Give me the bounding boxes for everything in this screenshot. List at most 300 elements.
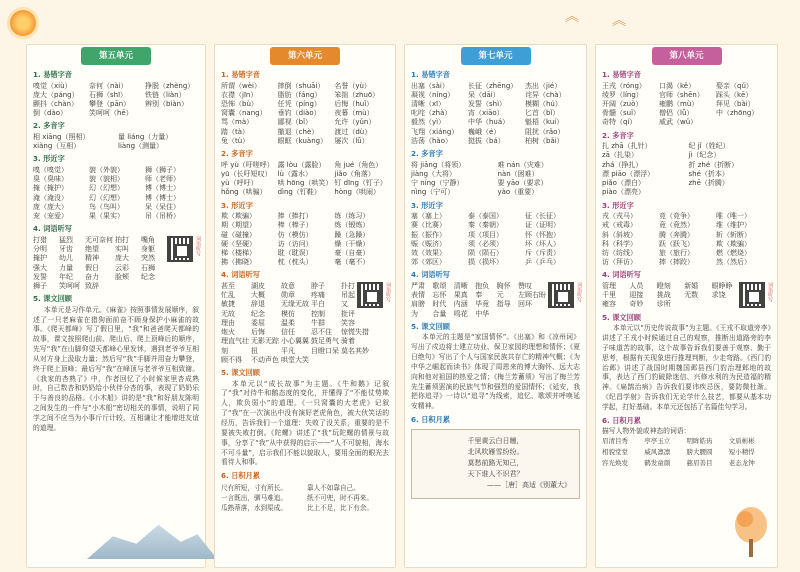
dictation-word: 清晰 <box>453 281 468 290</box>
poem-line: 莫愁前路无知己， <box>467 459 524 468</box>
dictation-word: 突然 <box>141 254 155 263</box>
polyphone-item: 哄 hōng（哄笑） <box>277 179 333 188</box>
polyphone-item: 要 yāo（要求） <box>497 179 548 188</box>
qr-code[interactable] <box>548 282 574 308</box>
dictation-word: 批评 <box>341 309 355 318</box>
polyphone-item: jì（纪念） <box>688 151 721 160</box>
pronunciation-item: 毅然（yì） <box>411 118 446 127</box>
section-title: 6. 日积月累 <box>602 415 641 425</box>
section-title: 5. 课文回顾 <box>602 312 641 322</box>
similar-char-list <box>33 166 199 221</box>
pronunciation-item: 允许（yǔn） <box>334 118 376 127</box>
polyphone-item: zhē（折腾） <box>688 179 729 188</box>
polyphone-item: piào（漂亮） <box>602 188 645 197</box>
dictation-word: 拍打 <box>115 235 129 244</box>
dictation-word: 平凡 <box>281 346 295 355</box>
similar-char-item: 掩（掩护） <box>33 184 68 193</box>
pronunciation-item: 凝视（níng） <box>411 90 455 99</box>
dictation-word: 委屈 <box>251 318 265 327</box>
dictation-word: 眼睁睁 <box>711 281 733 290</box>
dictation-word: 敏捷 <box>221 300 235 309</box>
dictation-word: 幼儿 <box>59 254 73 263</box>
section-title: 2. 多音字 <box>602 130 634 140</box>
dictation-word: 千里 <box>602 291 616 300</box>
dictation-word: 中华 <box>475 309 490 318</box>
similar-char-item: 访（访问） <box>277 239 313 248</box>
dictation-word: 身躯 <box>141 245 155 254</box>
dictation-word: 抱负 <box>475 281 490 290</box>
polyphone-item: 量 liáng（力量） <box>118 132 173 141</box>
dictation-word: 牛群 <box>311 318 325 327</box>
similar-char-item: 幻（幻想） <box>89 193 124 202</box>
dictation-word: 挑战 <box>656 291 671 300</box>
unit-6-panel <box>214 44 396 568</box>
similar-char-item: 征（长征） <box>525 212 560 221</box>
dictation-word: 表情 <box>411 291 425 300</box>
dictation-word: 目瞪口呆 <box>311 346 339 355</box>
section-title: 4. 词语听写 <box>602 270 641 280</box>
polyphone-item: lù（露水） <box>277 169 312 178</box>
pronunciation-item: 威武（wǔ） <box>659 118 698 127</box>
similar-char-item: 燃（燃烧） <box>716 249 751 258</box>
section-title: 4. 词语听写 <box>221 270 260 280</box>
polyphone-item: yào（重要） <box>497 188 539 197</box>
dictation-word: 无影无踪 <box>251 337 279 346</box>
dictation-word: 牙齿 <box>59 245 73 254</box>
polyphone-item: jiàng（大将） <box>411 169 457 178</box>
polyphone-item: 扎 zhā（扎针） <box>602 142 652 151</box>
proverb-item: 纸不可兜，时不再来。 <box>307 493 373 502</box>
polyphone-list <box>602 142 771 197</box>
poem-line: 北风吹雁雪纷纷。 <box>467 447 524 456</box>
poem-line: 天下谁人不识君？ <box>467 470 524 479</box>
dictation-word: 致辞 <box>85 281 99 290</box>
dictation-word: 扭 <box>251 346 258 355</box>
dictation-word: 肩膀 <box>411 300 425 309</box>
dictation-word: 信任 <box>281 328 295 337</box>
similar-char-item: 臭（臭味） <box>33 175 68 184</box>
pronunciation-item: 屡次（lǚ） <box>334 136 369 145</box>
dictation-word: 鼓足勇气 <box>311 337 339 346</box>
dictation-word: 又 <box>341 300 348 309</box>
idiom-item: 眉清目秀 <box>602 437 628 446</box>
pronunciation-list <box>33 82 199 119</box>
proverb-item: 靠人不如靠自己。 <box>307 483 360 492</box>
polyphone-item: liàng（测量） <box>118 142 164 151</box>
similar-char-item: 然（然后） <box>716 258 751 267</box>
dictation-word: 模仿 <box>281 309 295 318</box>
section-title: 4. 词语听写 <box>411 270 450 280</box>
dictation-word: 为 <box>411 309 418 318</box>
dictation-word: 赞叹 <box>517 281 532 290</box>
polyphone-item: yū（长吁短叹） <box>221 169 272 178</box>
dictation-word: 纪念 <box>251 309 265 318</box>
section-title: 5. 课文回顾 <box>221 368 260 378</box>
dictation-word: 果真 <box>453 291 468 300</box>
similar-char-item: 腾（奔腾） <box>659 230 694 239</box>
similar-char-item: 赛（比赛） <box>411 221 446 230</box>
similar-char-item: 坏（坏人） <box>525 239 560 248</box>
dictation-word: 疼痛 <box>311 291 325 300</box>
section-title: 6. 日积月累 <box>411 415 450 425</box>
dictation-word: 奇妙 <box>629 300 644 309</box>
similar-char-item: 硬（坚硬） <box>221 239 256 248</box>
similar-char-item: 秦（秦朝） <box>468 221 503 230</box>
qr-code[interactable] <box>167 236 193 262</box>
dictation-word: 忍不住 <box>311 328 332 337</box>
pronunciation-item: 踩头（kē） <box>716 90 753 99</box>
dictation-word: 瞪刻 <box>656 281 671 290</box>
pronunciation-item: 骂（mà） <box>221 118 254 127</box>
dictation-word: 纪念 <box>141 272 155 281</box>
dictation-word-list <box>411 282 546 319</box>
qr-label: 词语听写 <box>576 281 582 302</box>
unit-8-panel <box>595 44 778 568</box>
similar-char-list <box>602 212 771 267</box>
section-title: 2. 多音字 <box>33 121 65 131</box>
dictation-word-list <box>221 281 369 365</box>
dictation-word: 云彩 <box>115 263 129 272</box>
similar-char-list <box>221 212 389 267</box>
polyphone-item: 纪 jǐ（姓纪） <box>688 142 730 151</box>
pronunciation-item: 匕首（bǐ） <box>525 109 560 118</box>
mountain-illustration <box>87 521 217 559</box>
idiom-item: 亭亭玉立 <box>644 437 671 446</box>
dictation-word: 时代 <box>432 300 447 309</box>
pronunciation-item: 衣襟（jīn） <box>221 90 258 99</box>
dictation-word: 甚至 <box>221 281 235 290</box>
pronunciation-item: 鄙视（bǐ） <box>277 118 313 127</box>
dictation-word: 脸颊 <box>115 272 129 281</box>
dictation-word: 嘴角 <box>141 235 155 244</box>
pronunciation-item: 魁梧（kuí） <box>525 118 564 127</box>
pronunciation-item: 僧侣（lǚ） <box>659 109 694 118</box>
dictation-word: 毕竟 <box>475 300 490 309</box>
section-title: 6. 日积月累 <box>221 471 260 481</box>
bird-icon: ︽ <box>565 9 579 25</box>
idiom-item: 文质彬彬 <box>728 437 755 446</box>
dictation-word: 胸怀 <box>496 281 511 290</box>
pronunciation-item: 颤抖（chàn） <box>33 99 79 108</box>
similar-char-item: 幻（幻想） <box>89 184 124 193</box>
polyphone-item: zā（扎染） <box>602 151 638 160</box>
dictation-word: 刻 <box>221 346 228 355</box>
pronunciation-item: 脂肪（fáng） <box>277 90 322 99</box>
idiom-item: 慈眉善目 <box>686 459 713 468</box>
pronunciation-item: 王戎（róng） <box>602 81 646 90</box>
section-title: 1. 易错字音 <box>33 70 72 79</box>
pronunciation-item: 宵（xiāo） <box>468 109 504 118</box>
pronunciation-item: 奈何（nài） <box>89 81 128 90</box>
section-title: 2. 多音字 <box>411 149 443 159</box>
proverb-item: 一言既出，驷马难追。 <box>221 493 287 502</box>
dictation-word: 控制 <box>311 309 325 318</box>
idiom-item: 老态龙钟 <box>728 459 755 468</box>
dictation-word: 诊所 <box>656 300 671 309</box>
similar-char-item: 欺（欺骗） <box>221 212 256 221</box>
daily-accumulation-list <box>221 483 389 514</box>
similar-char-item: 躁（急躁） <box>334 230 370 239</box>
dictation-word: 勋章 <box>281 291 295 300</box>
idiom-item: 短小精悍 <box>728 448 755 457</box>
similar-char-item: 碰（碰撞） <box>221 230 256 239</box>
dictation-word: 湖皮 <box>251 281 265 290</box>
similar-char-item: 貌（貌相） <box>89 175 124 184</box>
dictation-word: 指导 <box>496 300 511 309</box>
dictation-word: 元 <box>496 291 504 300</box>
dictation-word: 回环 <box>517 300 532 309</box>
similar-char-item: 宠（宠爱） <box>33 212 68 221</box>
unit-5-panel <box>26 44 206 568</box>
dictation-word: 温柔 <box>281 318 295 327</box>
unit-banner: 第五单元 <box>81 47 151 65</box>
lesson-review-text: 本单元的主题是“家国情怀”。《出塞》和《凉州词》写出了戍边将士建立功业、保卫家园的理想和情怀；《夏日绝句》写出了个人与国家民族共存亡的精神气概；《为中华之崛起而读书》体现了周恩来的博大胸怀、远大志向和他对祖国的热爱之情；《梅兰芳蓄须》写出了梅兰芳先生蓄须罢演的民族气节和强烈的爱国情怀；《延安，我把你追寻》一诗以“追寻”为线索，追忆、歌颂并呼唤延安精神。 <box>411 333 580 411</box>
dictation-word: 分明 <box>33 245 47 254</box>
pronunciation-list <box>221 82 389 147</box>
bird-icon: ︽ <box>612 13 626 29</box>
dictation-word: 惊慌失措 <box>341 328 369 337</box>
polyphone-item: 钉 dīng（钉子） <box>334 179 387 188</box>
similar-char-item: 毫（毫不） <box>334 258 370 267</box>
similar-char-item: 塞（塞上） <box>411 212 446 221</box>
dictation-word: 打猎 <box>33 235 47 244</box>
pronunciation-item: 娶亲（qǔ） <box>716 81 753 90</box>
polyphone-item: 呼 yù（吁嗟呼） <box>221 160 274 169</box>
similar-char-item: 博（博士） <box>145 193 180 202</box>
pronunciation-item: 绫罗（líng） <box>602 90 643 99</box>
section-title: 1. 易错字音 <box>602 70 641 79</box>
pronunciation-item: 倒（dào） <box>33 109 68 118</box>
dictation-word: 合量 <box>432 309 447 318</box>
dictation-word: 雍容 <box>602 300 616 309</box>
similar-char-item: 呆（呆住） <box>145 202 180 211</box>
qr-label: 词语听写 <box>767 281 773 302</box>
dictation-word: 人员 <box>629 281 644 290</box>
pronunciation-item: 垂钓（diào） <box>277 109 321 118</box>
pronunciation-item: 挺拔（bá） <box>468 136 505 145</box>
dictation-word: 石狮 <box>141 263 155 272</box>
polyphone-item: 折 zhé（折断） <box>688 160 739 169</box>
pronunciation-list <box>411 82 580 147</box>
dictation-word: 笑容 <box>341 318 355 327</box>
pronunciation-item: 中（zhōng） <box>716 109 759 118</box>
dictation-word: 辞退 <box>251 300 265 309</box>
pronunciation-item: 飞翔（xiáng） <box>411 127 459 136</box>
pronunciation-item: 清晰（xī） <box>411 99 446 108</box>
dictation-word: 后悔 <box>251 328 265 337</box>
section-title: 5. 课文回顾 <box>411 321 450 331</box>
similar-char-item: 戒（戒毒） <box>602 221 637 230</box>
idiom-item: 膀大腰圆 <box>686 448 713 457</box>
similar-char-item: 怀（怀抱） <box>525 230 560 239</box>
similar-char-item: 棒（棒子） <box>277 221 313 230</box>
pronunciation-item: 中华（huá） <box>468 118 510 127</box>
unit-banner: 第六单元 <box>270 47 340 65</box>
similar-char-item: 斜（斜坡） <box>602 230 637 239</box>
dictation-word: 奋力 <box>85 272 99 281</box>
section-title: 3. 形近字 <box>411 200 443 210</box>
similar-char-item: 项（项目） <box>468 230 503 239</box>
dictation-word: 内涵 <box>453 300 468 309</box>
similar-char-item: 维（维护） <box>716 221 751 230</box>
proverb-item: 尺有所短，寸有所长。 <box>221 483 287 492</box>
similar-char-item: 乒（乒乓） <box>525 258 560 267</box>
similar-char-item: 梯（楼梯） <box>221 249 256 258</box>
polyphone-item: 将 jiāng（将领） <box>411 160 466 169</box>
similar-char-item: 陨（陨石） <box>468 249 503 258</box>
similar-char-item: 科（科学） <box>602 239 637 248</box>
polyphone-item: shé（折本） <box>688 169 729 178</box>
polyphone-item: hǒng（哄骗） <box>221 188 267 197</box>
pronunciation-item: 挣脱（zhèng） <box>145 81 195 90</box>
section-title: 3. 形近字 <box>221 200 253 210</box>
similar-char-item: 证（证明） <box>525 221 560 230</box>
dictation-word: 猛烈 <box>59 235 73 244</box>
daily-accumulation-list <box>602 436 771 469</box>
similar-char-item: 竟（竟然） <box>659 221 694 230</box>
similar-char-item: 豪（自豪） <box>334 249 370 258</box>
dictation-word: 顾不得 <box>221 355 242 364</box>
polyphone-list <box>221 161 389 198</box>
similar-char-item: 损（损坏） <box>468 258 503 267</box>
qr-code[interactable] <box>739 282 765 308</box>
dictation-word: 奉 <box>475 291 483 300</box>
dictation-word: 理由 <box>221 318 235 327</box>
pronunciation-item: 拜见（bài） <box>716 99 755 108</box>
dictation-word: 小心翼翼 <box>281 337 309 346</box>
polyphone-item: dìng（钉鞋） <box>277 188 321 197</box>
dictation-word: 严肃 <box>411 281 425 290</box>
similar-char-item: 仿（模仿） <box>277 230 313 239</box>
dictation-word: 莫名其妙 <box>341 346 369 355</box>
pronunciation-item: 踏（tà） <box>221 127 250 136</box>
pronunciation-item: 攀登（pān） <box>89 99 131 108</box>
similar-char-item: 泰（泰国） <box>468 212 503 221</box>
polyphone-item: yù（呼吁） <box>221 179 258 188</box>
section-title: 1. 易错字音 <box>221 70 260 79</box>
section-title: 3. 形近字 <box>602 200 634 210</box>
idiom-item: 相貌堂堂 <box>602 448 628 457</box>
similar-char-item: 师（老师） <box>145 175 180 184</box>
dictation-word: 忙乱 <box>221 291 235 300</box>
dictation-word: 理直气壮 <box>221 337 249 346</box>
pronunciation-item: 石狮（shī） <box>89 90 128 99</box>
dictation-word: 假日 <box>85 263 99 272</box>
polyphone-item: zhá（挣扎） <box>602 160 643 169</box>
similar-char-item: 戎（戎马） <box>602 212 637 221</box>
poem-source: ——［唐］高适《别董大》 <box>487 481 571 490</box>
polyphone-item: 漂 piāo（漂浮） <box>602 169 655 178</box>
similar-char-item: 练（练习） <box>334 212 370 221</box>
similar-char-item: 貌（外貌） <box>89 165 124 174</box>
section-title: 3. 形近字 <box>33 154 65 164</box>
qr-label: 词语听写 <box>385 281 391 302</box>
dictation-word: 求饶 <box>711 291 726 300</box>
idiom-item: 鹤发童颜 <box>644 459 671 468</box>
pronunciation-item: 呆（dāi） <box>468 90 500 99</box>
poem-box <box>411 429 580 499</box>
dictation-word: 大概 <box>251 291 265 300</box>
polyphone-list <box>33 133 199 151</box>
pronunciation-item: 浩荡（hào） <box>411 136 453 145</box>
similar-char-item: 燥（干燥） <box>334 239 370 248</box>
dictation-word: 迎接 <box>629 291 644 300</box>
pronunciation-item: 开阔（zuò） <box>602 99 643 108</box>
lesson-review-text: 本单元是习作单元。《麻雀》按照事情发展顺序，叙述了一只老麻雀在猎狗面前奋不顾身保护小麻雀的故事。《爬天都峰》写了假日里，“我”和爸爸爬天都峰的故事，课文按照爬山前、爬山后、爬上顶峰后的顺序，先写“我”在山脚仰望天都峰心里发怵，遇到老爷爷互相从对方身上汲取力量；然后写“我”手脚并用奋力攀登，终于爬上顶峰；最后写“我”在峰顶与老爷爷互相致谢。《我家的杏熟了》中，作者回忆了小时候家里杏成熟时，自己数杏和奶奶给小伙伴分杏的事，表现了奶奶乐于与善良的品格。《小木船》讲的是“我”和好朋友陈明之间发生的一件与“小木船”密切相关的事情，说明了同学之间不应当为小事斤斤计较，互相谦让才能增进友谊的道理。 <box>33 305 199 432</box>
dictation-word: 歌颂 <box>432 281 447 290</box>
pronunciation-item: 恐怖（bù） <box>221 99 258 108</box>
similar-char-item: 效（效果） <box>411 249 446 258</box>
pronunciation-item: 窝囊（nang） <box>221 109 267 118</box>
similar-char-item: 捧（捧打） <box>277 212 313 221</box>
similar-char-item: 斩（斩断） <box>716 230 751 239</box>
polyphone-item: piǎo（漂白） <box>602 179 645 188</box>
pronunciation-item: 巍峨（é） <box>468 127 501 136</box>
dictation-word: 发誓 <box>33 272 47 281</box>
similar-char-item: 摔（摔跤） <box>659 258 694 267</box>
pronunciation-item: 笑呵呵（hē） <box>89 109 133 118</box>
dictation-word: 实叫 <box>115 245 129 254</box>
dictation-word-list <box>602 282 737 310</box>
pronunciation-item: 出塞（sài） <box>411 81 449 90</box>
polyphone-item: 相 xiāng（照相） <box>33 132 90 141</box>
dictation-word: 炮火 <box>221 328 235 337</box>
dictation-word: 笑呵呵 <box>59 281 80 290</box>
pronunciation-item: 骨髓（suǐ） <box>602 109 641 118</box>
dictation-word: 左顾右盼 <box>517 291 546 300</box>
dictation-word: 狮子 <box>33 281 47 290</box>
pronunciation-item: 后悔（huǐ） <box>334 99 374 108</box>
pronunciation-item: 兔（tù） <box>221 136 250 145</box>
dictation-word: 扑打 <box>341 281 355 290</box>
dictation-word: 故意 <box>281 281 295 290</box>
lesson-review-text: 本单元以“成长故事”为主题。《牛和鹅》记叙了“我”对待牛和鹅态度的变化，并懂得了“不能仗势欺人，欺负弱小”的道理。《一只窝囊的大老虎》记叙了“我”在一次演出中没有演好老虎角色，被大伙笑话的经历，告诉我们一个道理：失败了没关系，重要的是不要被失败打倒。《陀螺》讲述了“我”玩陀螺的情景与故事，分享了“我”从中获得的启示——“人不可貌相，海水不可斗量”，启示我们不能以貌取人，要用全面的眼光去看待人和事。 <box>221 379 389 467</box>
dictation-word: 管理 <box>602 281 616 290</box>
similar-char-item: 振（振作） <box>411 230 446 239</box>
similar-char-item: 果（果实） <box>89 212 124 221</box>
unit-banner: 第八单元 <box>652 47 722 65</box>
dictation-word: 脖子 <box>311 281 325 290</box>
dictation-word: 掩护 <box>33 254 47 263</box>
similar-char-item: 庞（庞大） <box>33 202 68 211</box>
polyphone-item: nàn（困难） <box>497 169 539 178</box>
section-title: 2. 多音字 <box>221 149 253 159</box>
qr-code[interactable] <box>357 282 383 308</box>
dictation-word: 绝望 <box>85 245 99 254</box>
similar-char-item: 耽（耽误） <box>277 249 313 258</box>
dictation-word: 无数 <box>684 291 699 300</box>
pronunciation-item: 铁链（liàn） <box>145 90 186 99</box>
dictation-word: 庞大 <box>115 254 129 263</box>
accumulation-intro: 描写人物外貌或神态的词语： <box>602 427 691 436</box>
pronunciation-item: 庞大（páng） <box>33 90 79 99</box>
similar-char-item: 拂（拂晓） <box>221 258 256 267</box>
similar-char-item: 欺（欺骗） <box>716 239 751 248</box>
similar-char-item: 须（必须） <box>468 239 503 248</box>
similar-char-item: 狮（狮子） <box>145 165 180 174</box>
pronunciation-item: 杰出（jié） <box>525 81 562 90</box>
polyphone-item: 宁 níng（宁静） <box>411 179 464 188</box>
similar-char-item: 访（拜访） <box>602 258 637 267</box>
idiom-item: 容光焕发 <box>602 459 628 468</box>
dictation-word: 新婚 <box>684 281 699 290</box>
polyphone-item: xiàng（互相） <box>33 142 81 151</box>
polyphone-item: 角 jué（角色） <box>334 160 383 169</box>
dictation-word: 不动声色 <box>251 355 279 364</box>
similar-char-item: 枕（枕头） <box>277 258 313 267</box>
dictation-word: 平白 <box>311 300 325 309</box>
lesson-review-text: 本单元以“历史传说故事”为主题。《王戎不取道旁李》讲述了王戎小时候通过自己的观察，推断出道路旁的李子味道苦的故事，这个故事告诉我们要善于观察、勤于思考，根据有关现象进行推理判断，少走弯路。《西门豹治邺》讲述了战国时期魏国邺县西门豹治理邺地的故事，表达了西门豹破除迷信、兴修水利的为民造福的精神。《扁鹊治病》告诉我们要讳疾忌医，要防微杜渐。《纪昌学射》告诉我们无论学什么技艺，都要从基本功学起，打好基础。本单元还包括了名篇佳句学习。 <box>602 324 771 411</box>
